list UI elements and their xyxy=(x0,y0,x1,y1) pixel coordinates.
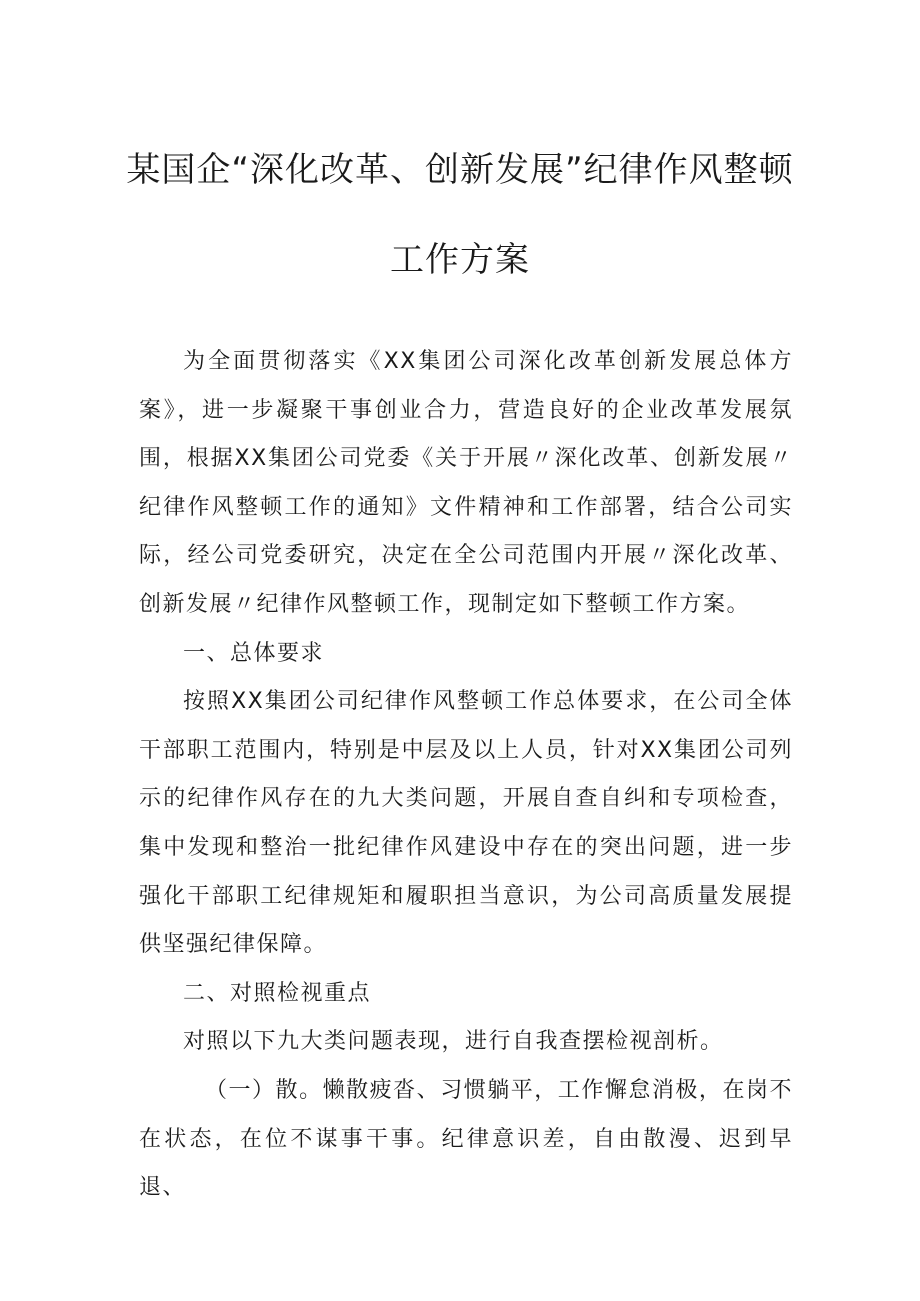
section-heading-review-focus: 二、对照检视重点 xyxy=(183,980,372,1006)
general-requirements-paragraph: 按照XX集团公司纪律作风整顿工作总体要求，在公司全体干部职工范围内，特别是中层及以上人员，针对XX集团公司列示的纪律作风存在的九大类问题，开展自查自纠和专项检查，集中发现和整治一批纪律作风建设中存在的突出问题，进一步强化干部职工纪律规矩和履职担当意识，为公司高质量发展提供坚强纪律保障。 xyxy=(139,689,793,958)
intro-paragraph: 为全面贯彻落实《XX集团公司深化改革创新发展总体方案》，进一步凝聚干事创业合力，营造良好的企业改革发展氛围，根据XX集团公司党委《关于开展〃深化改革、创新发展〃纪律作风整顿工作的通知》文件精神和工作部署，结合公司实际，经公司党委研究，决定在全公司范围内开展〃深化改革、创新发展〃纪律作风整顿工作，现制定如下整顿工作方案。 xyxy=(139,349,793,617)
item-one-paragraph: （一）散。懒散疲沓、习惯躺平，工作懈怠消极，在岗不在状态，在位不谋事干事。纪律意识差，自由散漫、迟到早退、 xyxy=(139,1077,793,1201)
document-title-line-1: 某国企“深化改革、创新发展”纪律作风整顿 xyxy=(126,150,794,190)
review-focus-intro: 对照以下九大类问题表现，进行自我查摆检视剖析。 xyxy=(183,1029,724,1055)
document-body xyxy=(139,338,793,1213)
document-title-line-2: 工作方案 xyxy=(390,240,530,280)
section-heading-general-requirements: 一、总体要求 xyxy=(183,640,325,666)
